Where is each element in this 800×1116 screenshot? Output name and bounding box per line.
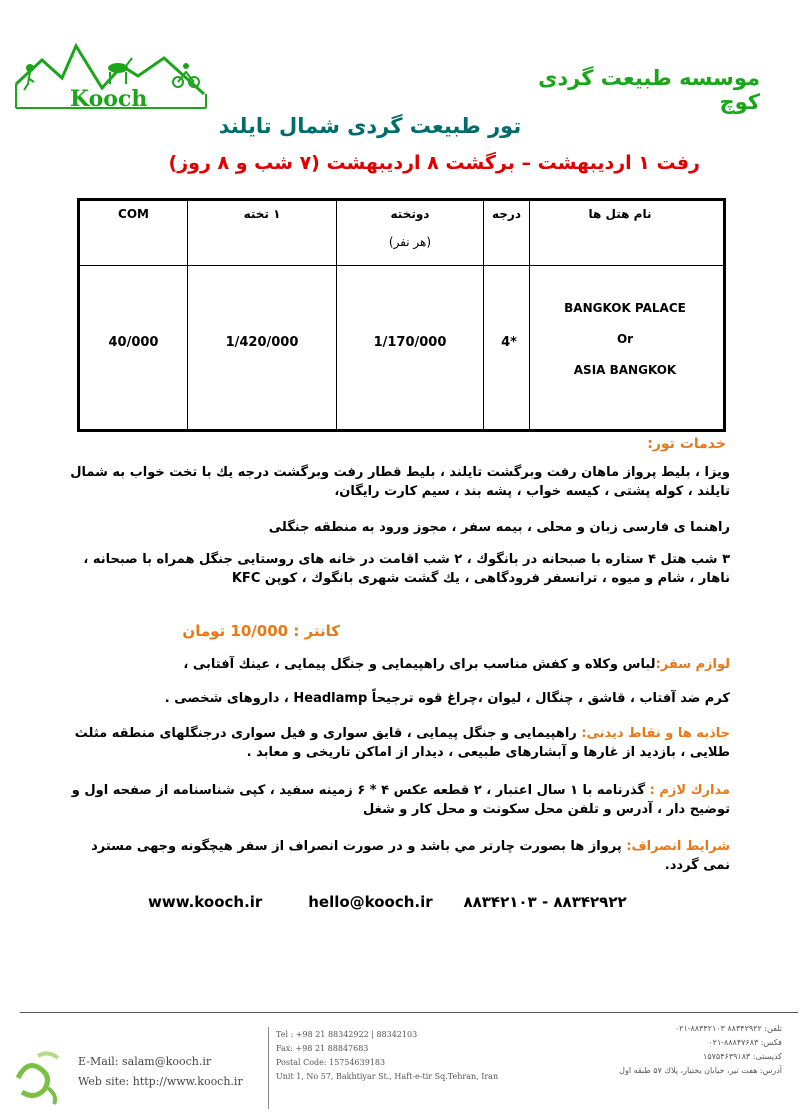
header-hotel: نام هتل ها: [588, 207, 652, 221]
cancellation-text: پرواز ها بصورت چارتر مي باشد و در صورت انصراف از سفر هیچگونه وجهی مسترد نمی گردد.: [91, 839, 730, 873]
footer-website[interactable]: Web site: http://www.kooch.ir: [78, 1075, 243, 1088]
footer-fax: Fax: +98 21 88847683: [276, 1044, 369, 1053]
documents-text: گذرنامه با ۱ سال اعتبار ، ۲ قطعه عكس ۴ * ۶ زمینه سفید ، كپی شناسنامه از صفحه اول و توضیح دار ، آدرس و تلفن محل سكونت و محل كار و شغل: [71, 783, 730, 817]
attractions: [70, 724, 730, 762]
logo-text: Kooch: [70, 86, 148, 112]
contact-line: [148, 893, 648, 911]
header-single: ۱ تخته: [243, 207, 281, 221]
footer-postal-fa: كدپستی: ۱۵۷۵۴۶۳۹۱۸۳: [703, 1052, 782, 1061]
header-grade: درجه: [492, 207, 521, 221]
tour-title: تور طبیعت گردی شمال تایلند: [218, 114, 522, 138]
header-double-note: (هر نفر): [388, 235, 432, 249]
footer-logo: [8, 1048, 68, 1108]
cell-com: 40/000: [108, 335, 159, 350]
kooch-calligraphy-icon: [8, 1048, 68, 1108]
attractions-title: جاذبه ها و نقاط دیدنی:: [581, 726, 730, 741]
services-p3: ۳ شب هتل ۴ ستاره با صبحانه در بانگوك ، ۲ شب اقامت در خانه های روستایی جنگل همراه با صبحانه ، ناهار ، شام و میوه ، ترانسفر فرودگاهی ، یك گشت شهری بانگوك ، كوپن KFC: [83, 552, 730, 586]
footer-fax-fa: فكس: ۸۸۸۴۷۶۸۳-۰۲۱: [708, 1038, 782, 1047]
kooch-logo: [14, 38, 208, 112]
equipment-line2: كرم ضد آفتاب ، قاشق ، چنگال ، لیوان ،چراغ قوه ترجیحاً Headlamp ، داروهای شخصی .: [164, 691, 730, 706]
footer-english-info: [276, 1028, 536, 1084]
hotel-price-table: [77, 198, 726, 432]
footer-postal: Postal Code: 15754639183: [276, 1058, 386, 1067]
cancellation-title: شرایط انصراف:: [626, 839, 730, 854]
counter-price: [150, 622, 340, 640]
cell-grade: 4*: [501, 335, 517, 350]
header-double: دوتخته: [390, 207, 430, 221]
footer-tel: Tel : +98 21 88342922 | 88342103: [276, 1030, 418, 1039]
org-name: موسسه طبیعت گردی کوچ: [538, 66, 760, 114]
footer-rule: [20, 1012, 798, 1013]
footer-persian-info: [560, 1022, 782, 1078]
footer-address-fa: آدرس: هفت تیر، خیابان بختیار، پلاك ۵۷ طبقه اول: [619, 1066, 782, 1075]
counter-unit: تومان: [182, 622, 226, 640]
equipment-text-1: لباس وكلاه و كفش مناسب برای راهپیمایی و جنگل پیمایی ، عینك آفتابی ،: [183, 657, 656, 672]
equipment-title: لوازم سفر:: [655, 657, 730, 672]
cancellation: [70, 837, 730, 875]
cell-hotel-1: BANGKOK PALACE: [564, 301, 686, 315]
services-p2: راهنما ی فارسی زبان و محلی ، بیمه سفر ، مجوز ورود به منطقه جنگلی: [268, 520, 730, 535]
documents: [70, 781, 730, 819]
counter-value: 10/000: [230, 622, 289, 640]
services-title: خدمات تور:: [647, 436, 726, 452]
header-com: COM: [118, 207, 149, 221]
cell-single: 1/420/000: [225, 335, 299, 350]
footer-email[interactable]: E-Mail: salam@kooch.ir: [78, 1055, 212, 1068]
equipment-line1: [70, 655, 730, 674]
footer-divider: [268, 1027, 269, 1109]
tour-dates: رفت ۱ اردیبهشت – برگشت ۸ اردیبهشت (۷ شب و ۸ روز): [168, 152, 700, 174]
footer-address-en: Unit 1, No 57, Bakhtiyar St., Haft-e-tir Sq.Tehran, Iran: [276, 1072, 499, 1081]
cell-hotel-3: ASIA BANGKOK: [573, 363, 677, 377]
documents-title: مدارك لازم :: [649, 783, 730, 798]
footer-tel-fa: تلفن: ۸۸۳۴۲۹۲۲ ۸۸۳۴۲۱۰۳-۰۲۱: [674, 1024, 782, 1033]
contact-phones: ۸۸۳۴۲۹۲۲ - ۸۸۳۴۲۱۰۳: [463, 893, 627, 911]
contact-website[interactable]: www.kooch.ir: [148, 893, 263, 911]
cell-double: 1/170/000: [373, 335, 447, 350]
contact-email[interactable]: hello@kooch.ir: [308, 893, 433, 911]
services-p1: ویزا ، بلیط پرواز ماهان رفت وبرگشت تایلند ، بلیط قطار رفت وبرگشت درجه یك با تخت خواب به شمال تایلند ، كوله پشتی ، كیسه خواب ، پشه بند ، سیم كارت رایگان،: [70, 465, 730, 499]
counter-label: كانتر :: [293, 622, 340, 640]
attractions-text: راهپیمایی و جنگل پیمایی ، قایق سواری و فیل سواری درجنگلهای منطقه مثلث طلایی ، بازدید از غارها و آبشارهای طبیعی ، دیدار از اماكن تاریخی و معابد .: [74, 726, 730, 760]
cell-hotel-2: Or: [616, 332, 634, 346]
